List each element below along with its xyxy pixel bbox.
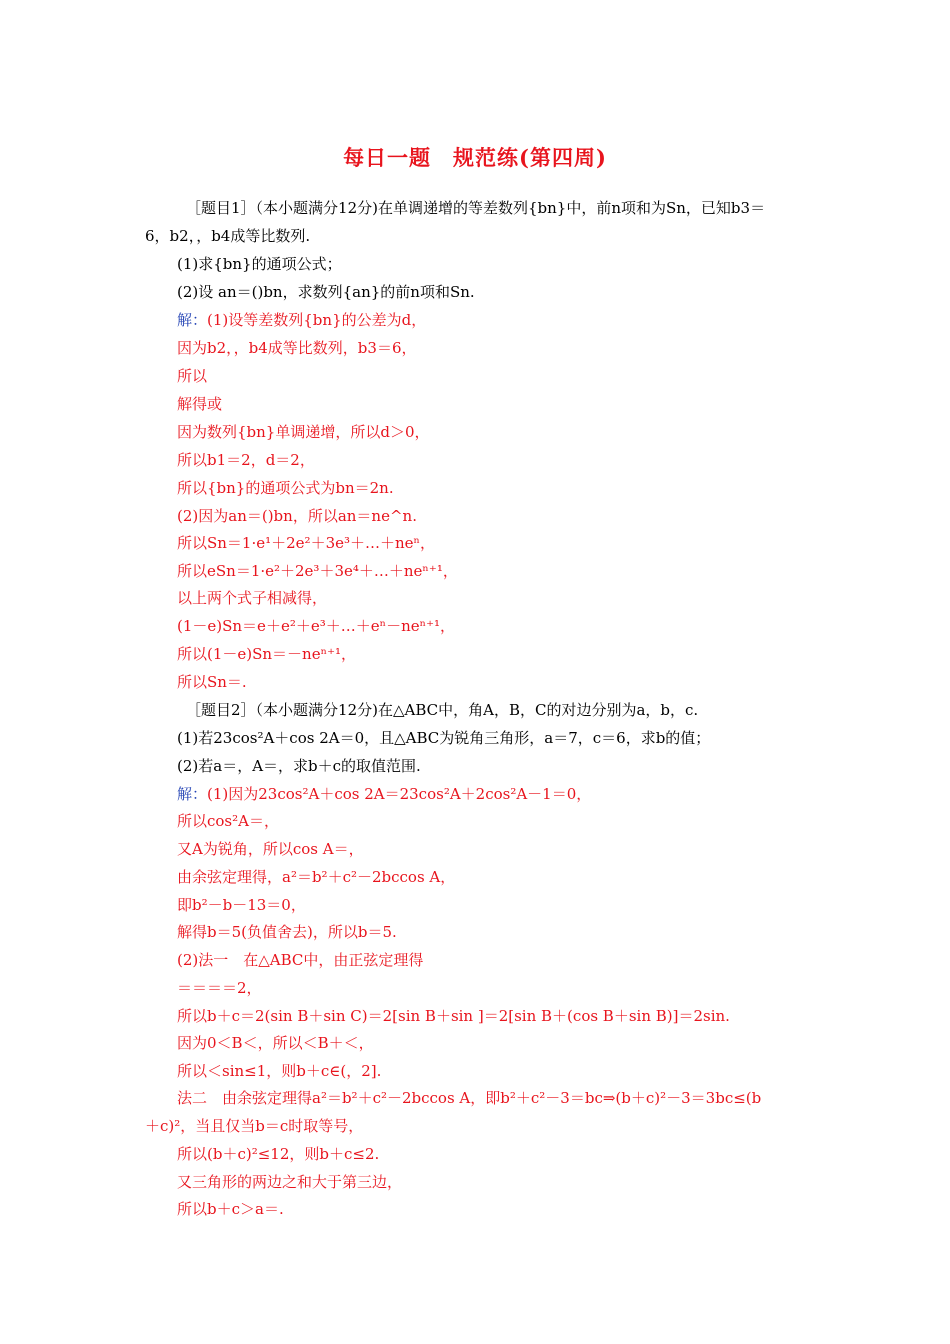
- solution-2-line: [177, 783, 830, 805]
- solution-text: (1)因为23cos²A＋cos 2A＝23cos²A＋2cos²A－1＝0，: [207, 785, 592, 803]
- solution-2-line: (2)法一 在△ABC中，由正弦定理得: [177, 951, 424, 969]
- solution-1-line: 因为数列{bn}单调递增，所以d＞0，: [177, 423, 430, 441]
- solution-1-line: 解得或: [177, 395, 223, 413]
- solution-1-line: (2)因为an＝()bn，所以an＝ne^n.: [177, 507, 417, 525]
- solution-2-line: 所以cos²A＝，: [177, 812, 279, 830]
- solution-1-line: 所以b1＝2，d＝2，: [177, 451, 315, 469]
- problem-2-part-2: (2)若a＝，A＝，求b＋c的取值范围.: [177, 757, 421, 775]
- solution-2-line: ＝＝＝＝2，: [177, 979, 262, 997]
- solution-1-line: 所以eSn＝1·e²＋2e³＋3e⁴＋…＋neⁿ⁺¹，: [177, 562, 458, 580]
- solution-1-line: 所以{bn}的通项公式为bn＝2n.: [177, 479, 394, 497]
- solution-1-line: 所以(1－e)Sn＝－neⁿ⁺¹，: [177, 645, 357, 663]
- solution-1-line: 以上两个式子相减得，: [177, 589, 328, 607]
- solution-2-line: 因为0＜B＜，所以＜B＋＜，: [177, 1034, 374, 1052]
- solution-2-line: 所以(b＋c)²≤12，则b＋c≤2.: [177, 1145, 380, 1163]
- problem-1-part-2: (2)设 an＝()bn，求数列{an}的前n项和Sn.: [177, 283, 475, 301]
- page-title: 每日一题 规范练(第四周): [343, 145, 607, 170]
- solution-1-line: 所以Sn＝.: [177, 673, 247, 691]
- solution-1-line: (1－e)Sn＝e＋e²＋e³＋…＋eⁿ－neⁿ⁺¹，: [177, 617, 456, 635]
- solution-label: 解：: [177, 785, 208, 803]
- problem-2-statement: ［题目2］（本小题满分12分)在△ABC中，角A，B，C的对边分别为a，b，c.: [186, 701, 699, 719]
- solution-2-line: 法二 由余弦定理得a²＝b²＋c²－2bccos A，即b²＋c²－3＝bc⇒(b＋c)²－3＝3bc≤(b: [177, 1089, 762, 1107]
- solution-label: 解：: [177, 311, 208, 329]
- solution-2-line: 所以b＋c＞a＝.: [177, 1200, 284, 1218]
- solution-1-line: 所以Sn＝1·e¹＋2e²＋3e³＋…＋neⁿ，: [177, 534, 436, 552]
- solution-2-line: 又三角形的两边之和大于第三边，: [177, 1173, 403, 1191]
- solution-2-line: 又A为锐角，所以cos A＝，: [177, 840, 364, 858]
- problem-2-part-1: (1)若23cos²A＋cos 2A＝0，且△ABC为锐角三角形，a＝7，c＝6，求b的值；: [177, 729, 711, 747]
- solution-1-line: 因为b2，，b4成等比数列，b3＝6，: [177, 339, 417, 357]
- solution-text: (1)设等差数列{bn}的公差为d，: [207, 311, 427, 329]
- solution-2-line: 所以b＋c＝2(sin B＋sin C)＝2[sin B＋sin ]＝2[sin B＋(cos B＋sin B)]＝2sin.: [177, 1007, 730, 1025]
- problem-1-statement: ［题目1］（本小题满分12分)在单调递增的等差数列{bn}中，前n项和为Sn，已知b3＝: [186, 199, 766, 217]
- solution-2-line: ＋c)²，当且仅当b＝c时取等号，: [145, 1117, 364, 1135]
- solution-1-line: [177, 309, 830, 331]
- problem-1-statement-cont: 6，b2，，b4成等比数列.: [145, 227, 311, 245]
- solution-2-line: 由余弦定理得，a²＝b²＋c²－2bccos A，: [177, 868, 456, 886]
- problem-1-part-1: (1)求{bn}的通项公式；: [177, 255, 342, 273]
- solution-2-line: 解得b＝5(负值舍去)，所以b＝5.: [177, 923, 397, 941]
- solution-2-line: 即b²－b－13＝0，: [177, 896, 306, 914]
- solution-1-line: 所以: [177, 367, 208, 385]
- solution-2-line: 所以＜sin≤1，则b＋c∈(，2].: [177, 1062, 382, 1080]
